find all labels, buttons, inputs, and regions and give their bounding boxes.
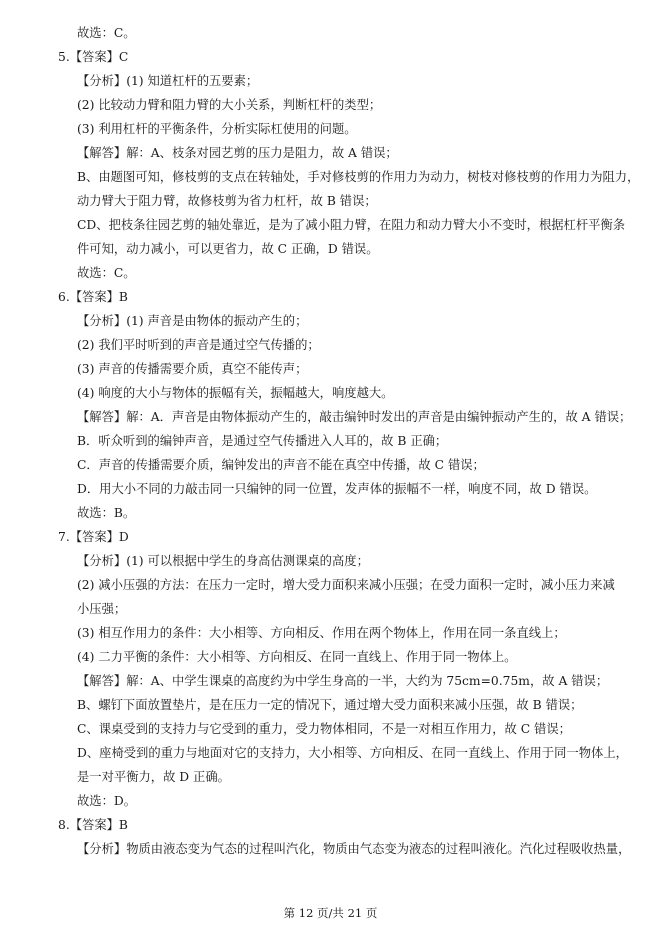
- text-line: D．用大小不同的力敲击同一只编钟的同一位置，发声体的振幅不一样，响度不同，故 D 错误。: [77, 482, 597, 496]
- text-line: 【分析】物质由液态变为气态的过程叫汽化，物质由气态变为液态的过程叫液化。汽化过程吸收热量，: [77, 842, 631, 856]
- text-line: C、课桌受到的支持力与它受到的重力，受力物体相同，不是一对相互作用力，故 C 错误；: [77, 722, 571, 736]
- text-line: 6.【答案】B: [58, 290, 128, 304]
- text-line: 【解答】解：A、中学生课桌的高度约为中学生身高的一半，大约为 75cm=0.75m，故 A 错误；: [77, 674, 609, 688]
- text-line: 故选：C。: [77, 26, 136, 40]
- text-line: (3) 相互作用力的条件：大小相等、方向相反、作用在两个物体上，作用在同一条直线上；: [77, 626, 566, 640]
- text-line: 【解答】解：A、枝条对园艺剪的压力是阻力，故 A 错误；: [77, 146, 398, 160]
- text-line: (2) 比较动力臂和阻力臂的大小关系，判断杠杆的类型；: [77, 98, 382, 112]
- page-footer: 第 12 页/共 21 页: [283, 906, 378, 920]
- text-line: 【解答】解：A．声音是由物体振动产生的，敲击编钟时发出的声音是由编钟振动产生的，故 A 错误；: [77, 410, 632, 424]
- text-line: (3) 声音的传播需要介质，真空不能传声；: [77, 362, 308, 376]
- text-line: (2) 减小压强的方法：在压力一定时，增大受力面积来减小压强；在受力面积一定时，减小压力来减: [77, 578, 615, 592]
- text-line: 小压强；: [77, 602, 127, 616]
- text-line: C．声音的传播需要介质，编钟发出的声音不能在真空中传播，故 C 错误；: [77, 458, 485, 472]
- text-line: 动力臂大于阻力臂，故修枝剪为省力杠杆，故 B 错误；: [77, 194, 377, 208]
- text-line: (2) 我们平时听到的声音是通过空气传播的；: [77, 338, 320, 352]
- text-line: 故选：D。: [77, 794, 137, 808]
- text-line: 【分析】(1) 声音是由物体的振动产生的；: [77, 314, 308, 328]
- text-line: B、由题图可知，修枝剪的支点在转轴处，手对修枝剪的作用力为动力，树枝对修枝剪的作用力为阻力，: [77, 170, 640, 184]
- text-line: 是一对平衡力，故 D 正确。: [77, 770, 230, 784]
- text-line: D、座椅受到的重力与地面对它的支持力，大小相等、方向相反、在同一直线上、作用于同一物体上，: [77, 746, 628, 760]
- text-line: 8.【答案】B: [58, 818, 128, 832]
- text-line: 故选：B。: [77, 506, 136, 520]
- text-line: B．听众听到的编钟声音，是通过空气传播进入人耳的，故 B 正确；: [77, 434, 448, 448]
- text-line: 件可知，动力减小，可以更省力，故 C 正确，D 错误。: [77, 242, 379, 256]
- text-line: (4) 二力平衡的条件：大小相等、方向相反、在同一直线上、作用于同一物体上。: [77, 650, 517, 664]
- text-line: 故选：C。: [77, 266, 136, 280]
- text-line: (3) 利用杠杆的平衡条件，分析实际杠使用的问题。: [77, 122, 357, 136]
- text-line: 【分析】(1) 可以根据中学生的身高估测课桌的高度；: [77, 554, 369, 568]
- text-line: 【分析】(1) 知道杠杆的五要素；: [77, 74, 259, 88]
- text-line: CD、把枝条往园艺剪的轴处靠近，是为了减小阻力臂，在阻力和动力臂大小不变时，根据杠杆平衡条: [77, 218, 626, 232]
- text-line: B、螺钉下面放置垫片，是在压力一定的情况下，通过增大受力面积来减小压强，故 B 错误；: [77, 698, 583, 712]
- text-line: 5.【答案】C: [58, 50, 129, 64]
- text-line: (4) 响度的大小与物体的振幅有关，振幅越大，响度越大。: [77, 386, 394, 400]
- text-line: 7.【答案】D: [58, 530, 129, 544]
